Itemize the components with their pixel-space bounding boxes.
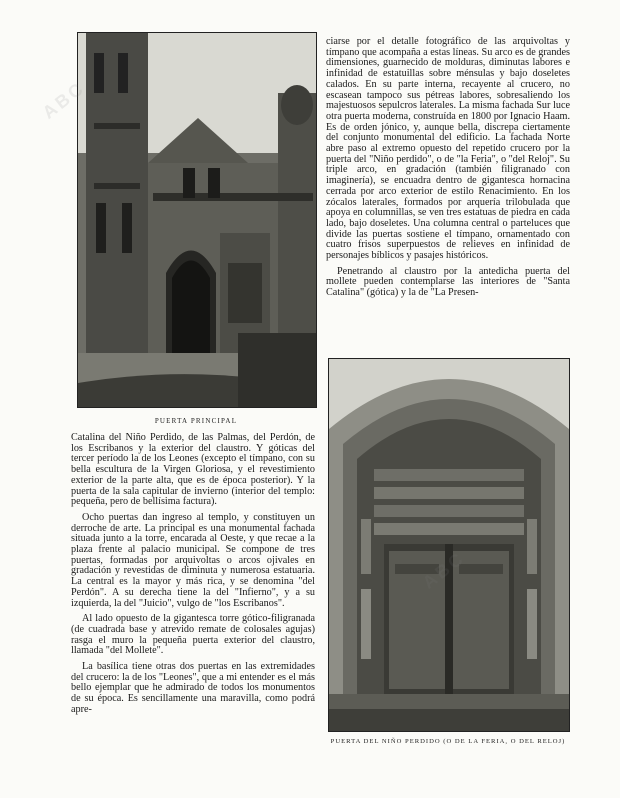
caption-puerta-principal: PUERTA PRINCIPAL xyxy=(154,417,238,425)
text-column-right xyxy=(326,37,570,299)
gothic-portal-illustration xyxy=(329,359,569,731)
cathedral-facade-illustration xyxy=(78,33,316,407)
text-column-left xyxy=(71,433,315,716)
watermark: ABC xyxy=(38,77,89,123)
photo-puerta-nino-perdido xyxy=(328,358,570,732)
paragraph: ciarse por el detalle fotográfico de las arquivoltas y tímpano que acompaña a estas líneas. Su arco es de grandes dimensiones, guarnecido de molduras, diminutas labores e infinidad de estatuillas sobre ménsulas y bajo doseletes calados. En su parte interna, recayente al crucero, no escasean tampoco sus pétreas labores, sobresaliendo los majestuosos sepulcros laterales. La misma fachada Sur luce otra puerta moderna, construída en 1800 por Ignacio Haam. Es de orden jónico, y, aunque bella, discrepa ciertamente del conjunto monumental del edificio. La fachada Norte abre paso al extremo opuesto del repetido crucero por la puerta del "Niño perdido", o de "la Feria", o "del Reloj". Su triple arco, en gradación (también filigranado con imaginería), se encuadra dentro de gigantesca hornacina cerrada por arco exterior de estilo Renacimiento. En los zócalos laterales, formados por arquería trilobulada que apoya en columnillas, se ven tres estatuas de piedra en cada lado, bajo doseletes. Una columna central o parteluces que divide las puertas sostiene el tímpano, ornamentado con cuatro frisos superpuestos de relieves en infinidad de personajes bíblicos y pasajes históricos. xyxy=(326,36,570,262)
paragraph: Ocho puertas dan ingreso al templo, y constituyen un derroche de arte. La principal es una monumental fachada situada junto a la torre, encarada al Oeste, y que recae a la plaza frente al palacio municipal. Se compone de tres puertas, formadas por arquivoltas o arcos ojivales en gradación y revestidas de diminuta y numerosa estatuaria. La central es la mayor y más rica, y se denomina "del Perdón". A su derecha tiene la del "Infierno", y a su izquierda, la del "Juicio", vulgo de "los Escribanos". xyxy=(71,511,315,609)
paragraph: Penetrando al claustro por la antedicha puerta del mollete pueden contemplarse las interiores de "Santa Catalina" (gótica) y la de "La Presen- xyxy=(326,265,570,299)
paragraph: Al lado opuesto de la gigantesca torre gótico-filigranada (de cuadrada base y atrevido remate de colosales agujas) rasga el muro la pequeña puerta exterior del claustro, llamada "del Mollete". xyxy=(71,613,315,657)
paragraph: La basílica tiene otras dos puertas en las extremidades del crucero: la de los "Leones", que a mi entender es el más bello ejemplar que he admirado de todos los monumentos de su época. Es sencillamente una maravilla, como podrá apre- xyxy=(71,661,315,715)
photo-puerta-principal xyxy=(77,32,317,408)
caption-puerta-nino-perdido: PUERTA DEL NIÑO PERDIDO (O DE LA FERIA, O DEL RELOJ) xyxy=(330,738,566,745)
paragraph: Catalina del Niño Perdido, de las Palmas, del Perdón, de los Escribanos y la exterior del claustro. Y góticas del tercer período la de los Leones (excepto el tímpano, con su bella escultura de la Virgen Gloriosa, y el revestimiento exterior de la parte alta, que es de época posterior). Y la puerta de la sala capitular de invierno (interior del templo: pequeña, pero de bellísima factura). xyxy=(71,432,315,508)
